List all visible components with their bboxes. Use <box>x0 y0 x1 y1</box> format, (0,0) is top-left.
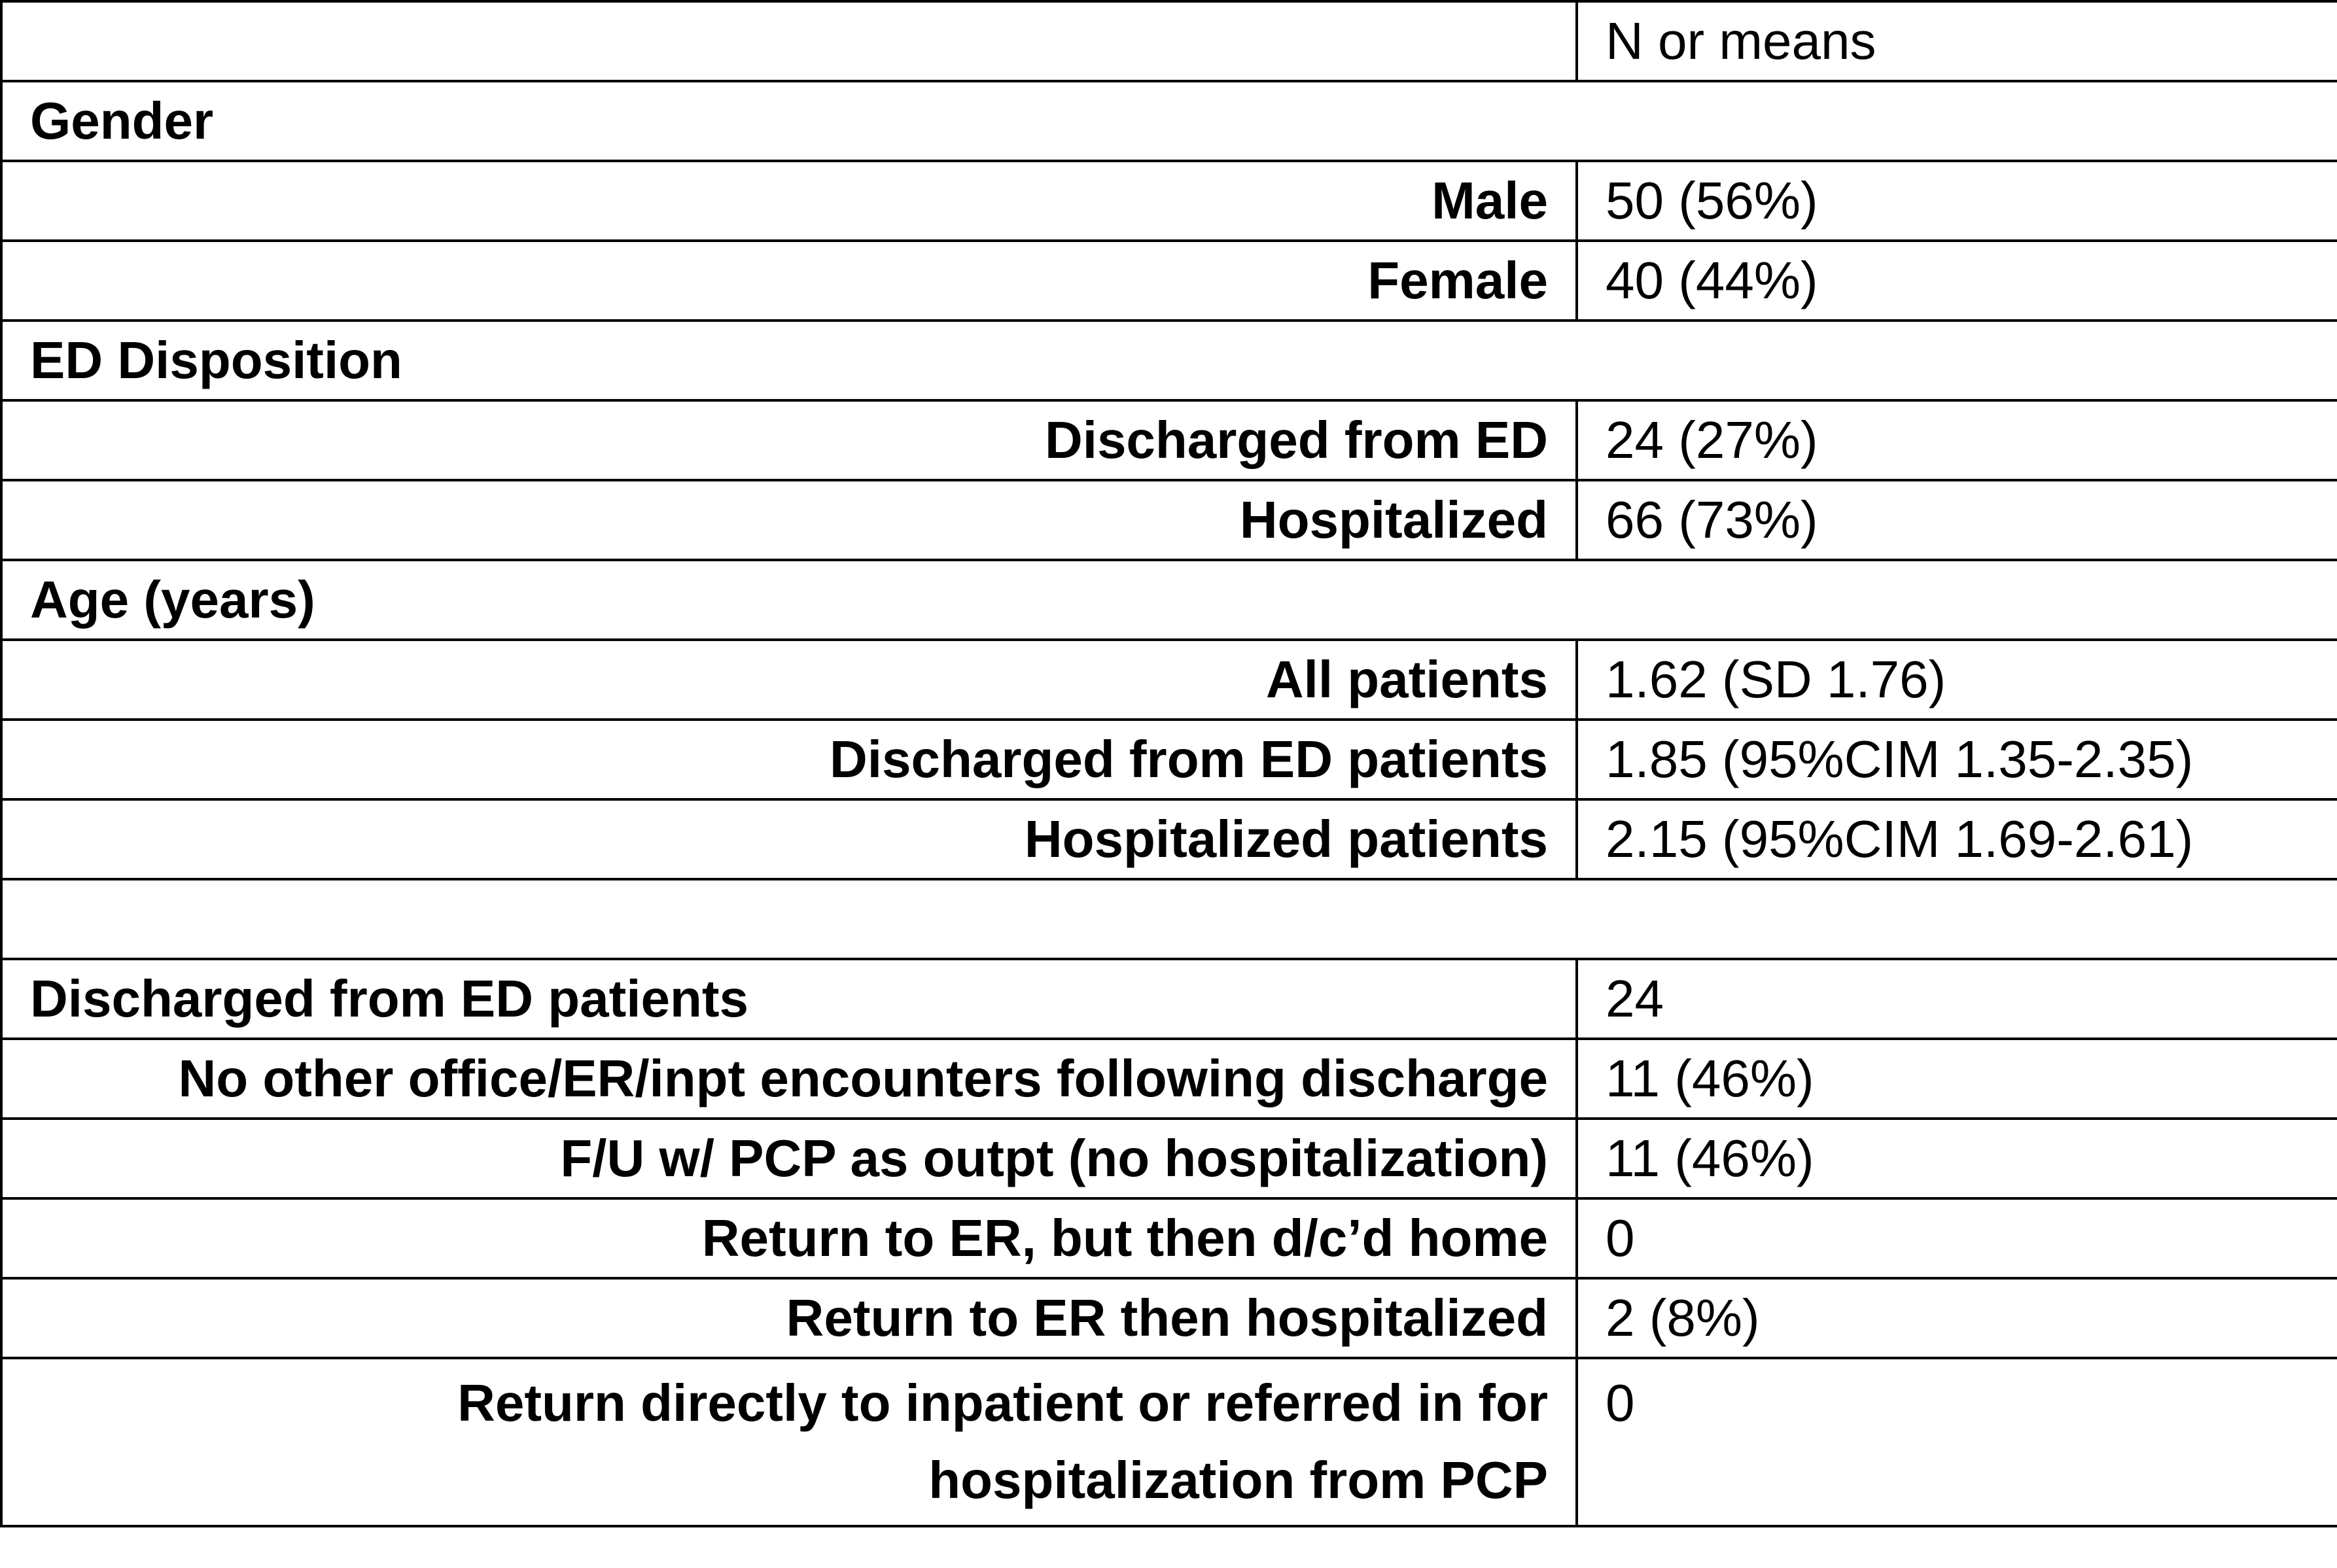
row-value: 24 (27%) <box>1577 400 2337 480</box>
table-row <box>1 400 2337 480</box>
header-value-cell: N or means <box>1577 1 2337 81</box>
row-label: Return to ER, but then d/c’d home <box>1 1198 1577 1278</box>
row-value: 50 (56%) <box>1577 161 2337 241</box>
row-value: 40 (44%) <box>1577 241 2337 321</box>
row-value: 1.62 (SD 1.76) <box>1577 640 2337 720</box>
table-row <box>1 1198 2337 1278</box>
row-value: 66 (73%) <box>1577 480 2337 560</box>
row-value: 0 <box>1577 1358 2337 1526</box>
row-label: Hospitalized patients <box>1 799 1577 879</box>
row-value: 11 (46%) <box>1577 1039 2337 1119</box>
table-row <box>1 480 2337 560</box>
row-value: 11 (46%) <box>1577 1119 2337 1198</box>
section-heading-row <box>1 321 2337 400</box>
section-heading-gender: Gender <box>1 81 2337 161</box>
row-label: Male <box>1 161 1577 241</box>
row-label <box>1 1358 1577 1526</box>
section-heading-age: Age (years) <box>1 560 2337 640</box>
row-label: All patients <box>1 640 1577 720</box>
table-row <box>1 1039 2337 1119</box>
row-label: No other office/ER/inpt encounters following discharge <box>1 1039 1577 1119</box>
row-label-line-2: hospitalization from PCP <box>928 1451 1548 1509</box>
section-heading-discharged: Discharged from ED patients <box>1 959 1577 1039</box>
row-value: 2.15 (95%CIM 1.69-2.61) <box>1577 799 2337 879</box>
row-label-line-1: Return directly to inpatient or referred in for <box>457 1374 1548 1432</box>
row-label: Female <box>1 241 1577 321</box>
table-row <box>1 161 2337 241</box>
table-row <box>1 799 2337 879</box>
table-row <box>1 241 2337 321</box>
row-label: Hospitalized <box>1 480 1577 560</box>
header-label-cell <box>1 1 1577 81</box>
table-header-row <box>1 1 2337 81</box>
section-heading-ed-disposition: ED Disposition <box>1 321 2337 400</box>
section-heading-discharged-value: 24 <box>1577 959 2337 1039</box>
table-row <box>1 1119 2337 1198</box>
row-label: Discharged from ED patients <box>1 720 1577 799</box>
section-heading-row <box>1 959 2337 1039</box>
table-row <box>1 720 2337 799</box>
spacer-cell <box>1 879 2337 959</box>
section-heading-row <box>1 560 2337 640</box>
row-label: Discharged from ED <box>1 400 1577 480</box>
row-value: 1.85 (95%CIM 1.35-2.35) <box>1577 720 2337 799</box>
row-label: Return to ER then hospitalized <box>1 1278 1577 1358</box>
section-heading-row <box>1 81 2337 161</box>
table-row <box>1 1358 2337 1526</box>
table-row <box>1 640 2337 720</box>
row-label: F/U w/ PCP as outpt (no hospitalization) <box>1 1119 1577 1198</box>
row-value: 2 (8%) <box>1577 1278 2337 1358</box>
table-row <box>1 1278 2337 1358</box>
row-value: 0 <box>1577 1198 2337 1278</box>
spacer-row <box>1 879 2337 959</box>
